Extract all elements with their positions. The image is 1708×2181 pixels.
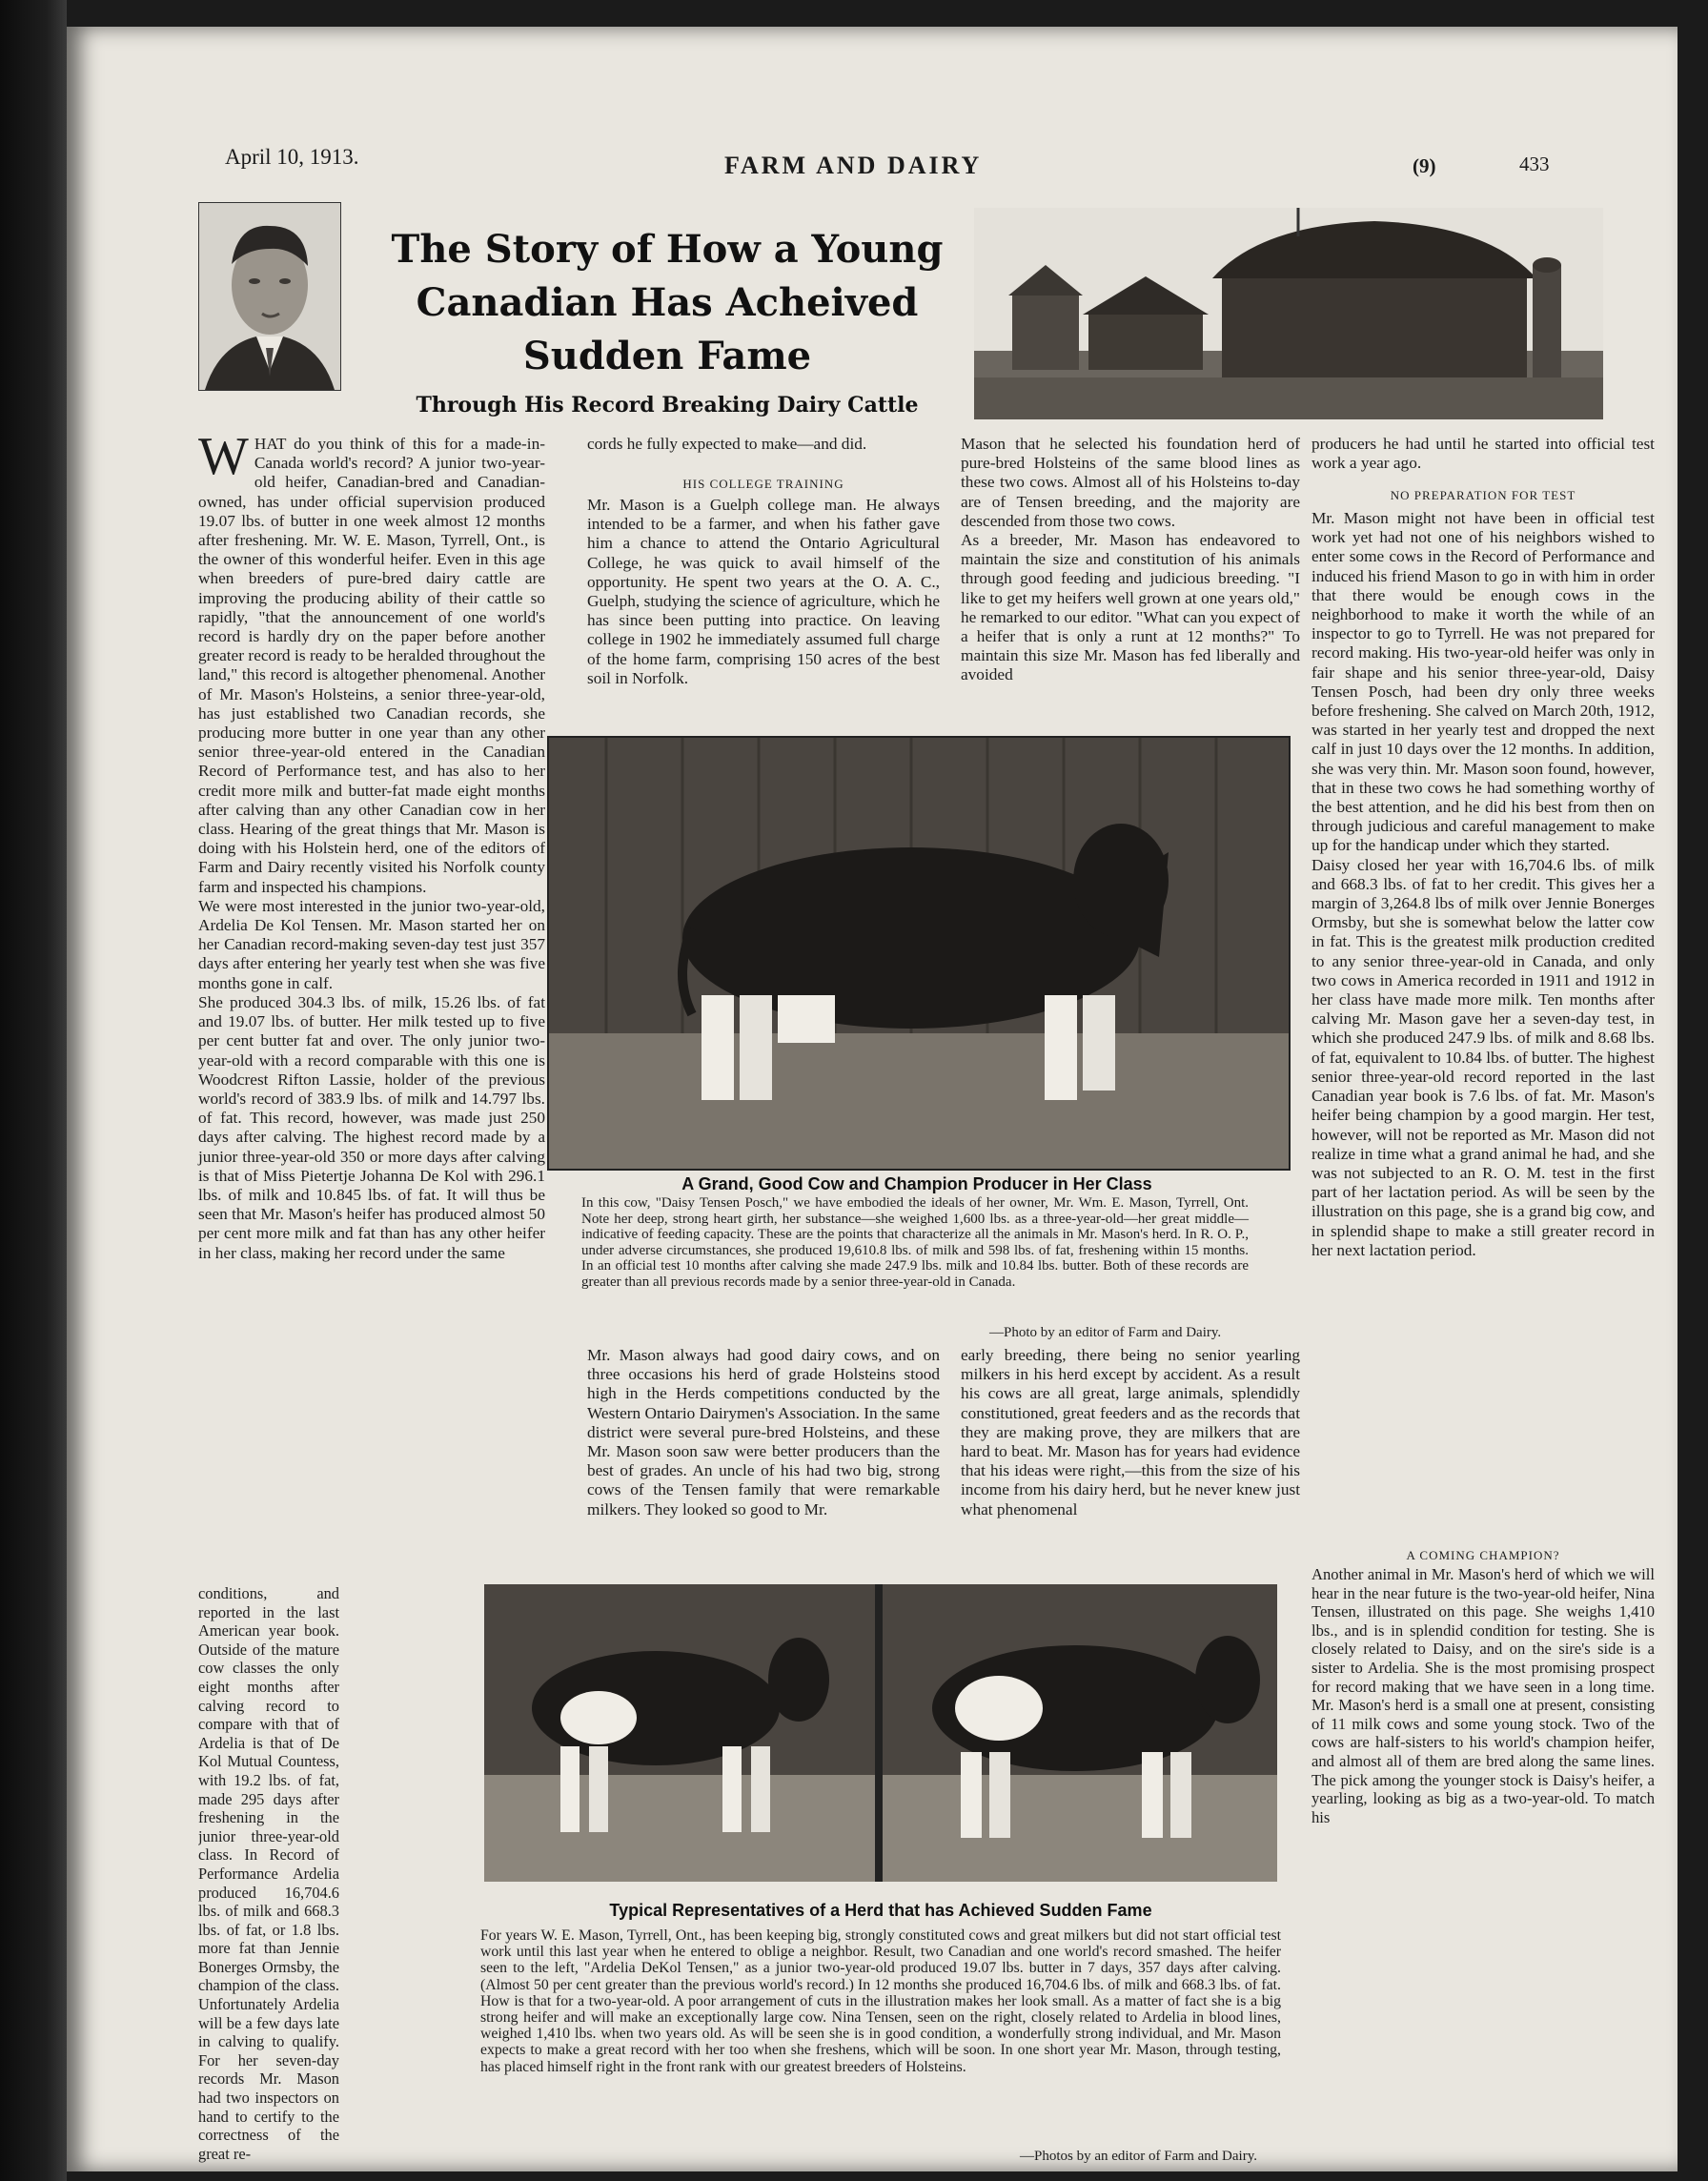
headline-line-2: Canadian Has Acheived [416,280,919,325]
page-number: 433 [1519,153,1550,175]
column-2-top: cords he fully expected to make—and did. [587,435,867,453]
column-3-middle: early breeding, there being no senior yearling milkers in his herd except by accident. As a result his cows are all great, large animals, splendidly constitutioned, great feeders and as the records that they are making prove, they are milkers that are hard to beat. Mr. Mason has for years had evidence that his ideas were right,—this from the size of his income from his dairy herd, but he never knew just what phenomenal [961,1346,1300,1519]
column-3-top: Mason that he selected his foundation herd of pure-bred Holsteins of the same blood lines as these two cows. Almost all of his Holsteins to-day are of Tensen breeding, and the majority are descended from those two cows. As a breeder, Mr. Mason has endeavored to maintain the size and constitution of his animals through good feeding and judicious breeding. "I like to get my heifers well grown at one years old," he remarked to our editor. "What can you expect of a heifer that is only a runt at 12 months?" To maintain this size Mr. Mason has fed liberally and avoided [961,435,1300,684]
column-1-top [198,427,545,1263]
column-2-middle: Mr. Mason always had good dairy cows, and on three occasions his herd of grade Holsteins stood high in the Herds competitions conducted by the Western Ontario Dairymen's Association. In the same district were several pure-bred Holsteins, and these Mr. Mason soon saw were better producers than the best of grades. An uncle of his had two big, strong cows of the Tensen family that were remarkable milkers. They looked so good to Mr. [587,1346,940,1519]
column-2-body: Mr. Mason is a Guelph college man. He always intended to be a farmer, and when his father gave him a chance to attend the Ontario Agricultural College, he was quick to avail himself of the opportunity. He spent two years at the O. A. C., Guelph, studying the science of agriculture, which he has since been putting into practice. On leaving college in 1902 he immediately assumed full charge of the home farm, comprising 150 acres of the best soil in Norfolk. [587,496,940,687]
photo1-credit: —Photo by an editor of Farm and Dairy. [989,1325,1222,1340]
portrait-image [199,203,340,390]
headline-line-1: The Story of How a Young [391,227,944,272]
book-binding-edge [0,0,67,2181]
heading-coming-champion: A COMING CHAMPION? [1406,1548,1560,1562]
publication-title: FARM AND DAIRY [724,152,983,179]
farm-buildings-image [974,208,1603,419]
issue-date: April 10, 1913. [225,145,359,169]
photo2-credit: —Photos by an editor of Farm and Dairy. [1020,2149,1257,2164]
heading-college-training: HIS COLLEGE TRAINING [682,477,844,491]
photo1-caption-title: A Grand, Good Cow and Champion Producer in Her Class [681,1174,1152,1193]
newspaper-sheet [67,27,1678,2171]
column-4-top: producers he had until he started into official test work a year ago. [1312,435,1655,473]
column-4-body-2: Another animal in Mr. Mason's herd of which we will hear in the near future is the two-year-old heifer, Nina Tensen, illustrated on this page. She weighs 1,410 lbs., and is in splendid condition for testing. She is closely related to Daisy, and on the sire's side is a sister to Ardelia. She is the most promising prospect for record making that we have seen in a long time. Mr. Mason's herd is a small one at present, consisting of 11 milk cows and some young stock. Two of the cows are half-sisters to his world's champion heifer, and almost all of them are bred along the same lines. The pick among the younger stock is Daisy's heifer, a yearling, looking as big as a two-year-old. To match his [1312,1565,1655,1826]
heifers-photo [484,1584,1277,1882]
farm-photo [974,208,1603,419]
photo2-caption-title: Typical Representatives of a Herd that has Achieved Sudden Fame [609,1901,1152,1920]
drop-cap: W [198,427,249,486]
heifers-image [484,1584,1277,1882]
photo2-caption-text: For years W. E. Mason, Tyrrell, Ont., has been keeping big, strongly constituted cows and great milkers but did not start official test work until this last year when he entered to oblige a neighbor. Result, two Canadian and one world's record smashed. The heifer seen to the left, "Ardelia DeKol Tensen," as a junior two-year-old produced 19.07 lbs. butter in 7 days, 357 days after calving. (Almost 50 per cent greater than the previous world's record.) In 12 months she produced 16,704.6 lbs. of milk and 668.3 lbs. of fat. How is that for a two-year-old. A poor arrangement of cuts in the illustration makes her look small. As a matter of fact she is a big strong heifer and will make an exceptionally large cow. Nina Tensen, seen on the right, closely related to Ardelia in blood lines, weighed 1,410 lbs. when two years old. As will be seen she is in good condition, a wonderfully strong individual, and Mr. Mason expects to make a great record with her too when she freshens, which will be soon. In one short year Mr. Mason, through testing, has placed himself right in the front rank with our greatest breeders of Holsteins. [480,1927,1281,2075]
section-page-number: (9) [1413,154,1436,177]
portrait-photo [198,202,341,391]
cow-daisy-photo [547,736,1291,1171]
photo1-caption-text: In this cow, "Daisy Tensen Posch," we have embodied the ideals of her owner, Mr. Wm. E. Mason, Tyrrell, Ont. Note her deep, strong heart girth, her substance—she weighed 1,600 lbs. as a three-year-old—her great middle—indicative of feeding capacity. These are the points that characterize all the animals in Mr. Mason's herd. In R. O. P., under adverse circumstances, she produced 19,610.8 lbs. of milk and 598 lbs. of fat, freshening within 15 months. In an official test 10 months after calving she made 247.9 lbs. milk and 10.84 lbs. butter. Both of these records are greater than all previous records made by a senior three-year-old in Canada. [581,1195,1249,1290]
heading-no-preparation: NO PREPARATION FOR TEST [1390,488,1576,502]
cow-daisy-image [549,738,1289,1169]
headline-line-3: Sudden Fame [522,334,812,378]
column-1-bottom: conditions, and reported in the last American year book. Outside of the mature cow classes the only eight months after calving record to compare with that of Ardelia is that of De Kol Mutual Countess, with 19.2 lbs. of fat, made 295 days after freshening in the junior three-year-old class. In Record of Performance Ardelia produced 16,704.6 lbs. of milk and 668.3 lbs. of fat, or 1.8 lbs. more fat than Jennie Bonerges Ormsby, the champion of the class. Unfortunately Ardelia will be a few days late in calving to qualify. For her seven-day records Mr. Mason had two inspectors on hand to certify to the correctness of the great re- [198,1584,339,2163]
headline-subtitle: Through His Record Breaking Dairy Cattle [416,393,919,418]
column-4-body-1: Mr. Mason might not have been in official test work yet had not one of his neighbors wished to enter some cows in the Record of Performance and induced his friend Mason to go in with him in order that there would be enough cows in the neighborhood to make it worth the while of an inspector to go to Tyrrell. He was not prepared for record making. His two-year-old heifer was only in fair shape and his senior three-year-old, Daisy Tensen Posch, had been dry only three weeks before freshening. She calved on March 20th, 1912, was started in her yearly test and dropped the next calf in just 10 days over the 12 months. In addition, she was very thin. Mr. Mason soon found, however, that in these two cows he had something worthy of the best attention, and he did his best from then on through judicious and careful management to make up for the handicap under which they started. Daisy closed her year with 16,704.6 lbs. of milk and 668.3 lbs. of fat to her credit. This gives her a margin of 3,264.8 lbs of milk over Jennie Bonerges Ormsby, but she is somewhat below the latter cow in fat. This is the greatest milk production credited to any senior three-year-old in Canada, and only two cows in America recorded in 1911 and 1912 in her class have made more milk. Ten months after calving Mr. Mason gave her a seven-day test, in which she produced 247.9 lbs. of milk and 8.68 lbs. of fat, equivalent to 10.84 lbs. of butter. The highest senior three-year-old record reported in the last Canadian year book is 7.6 lbs. of fat. Mr. Mason's heifer being champion by a good margin. Her test, however, will not be reported as Mr. Mason did not realize in time what a grand animal he had, and she was not subjected to an R. O. M. test in the first part of her lactation period. As will be seen by the illustration on this page, she is a grand big cow, and in splendid shape to make a still greater record in her next lactation period. [1312,509,1655,1259]
column-1-top-text: HAT do you think of this for a made-in-Canada world's record? A junior two-year-old heifer, Canadian-bred and Canadian-owned, has under official supervision produced 19.07 lbs. of butter in one week almost 12 months after freshening. Mr. W. E. Mason, Tyrrell, Ont., is the owner of this wonderful heifer. Even in this age when breeders of pure-bred dairy cattle are improving the producing ability of their cattle so rapidly, "that the announcement of one world's record is hardly dry on the paper before another greater record is ready to be heralded throughout the land," this record is altogether phenomenal. Another of Mr. Mason's Holsteins, a senior three-year-old, has just established two Canadian records, she producing more butter in one year than any other senior three-year-old entered in the Canadian Record of Performance test, and has also to her credit more milk and butter-fat made eight months after calving than any other Canadian cow in her class. Hearing of the great things that Mr. Mason is doing with his Holstein herd, one of the editors of Farm and Dairy recently visited his Norfolk county farm and inspected his champions. We were most interested in the junior two-year-old, Ardelia De Kol Tensen. Mr. Mason started her on her Canadian record-making seven-day test just 357 days after entering her yearly test when she was five months gone in calf. She produced 304.3 lbs. of milk, 15.26 lbs. of fat and 19.07 lbs. of butter. Her milk tested up to five per cent butter fat and over. The only junior two-year-old with a record comparable with this one is Woodcrest Rifton Lassie, holder of the previous world's record of 383.9 lbs. of milk and 14.797 lbs. of fat. This record, however, was made just 250 days after calving. The highest record made by a junior three-year-old 350 or more days after calving is that of Miss Pietertje Johanna De Kol with 296.1 lbs. of milk and 10.845 lbs. of fat. It will thus be seen that Mr. Mason's heifer has produced almost 50 per cent more milk and fat than has any other heifer in her class, making her record under the same [198,435,545,1262]
